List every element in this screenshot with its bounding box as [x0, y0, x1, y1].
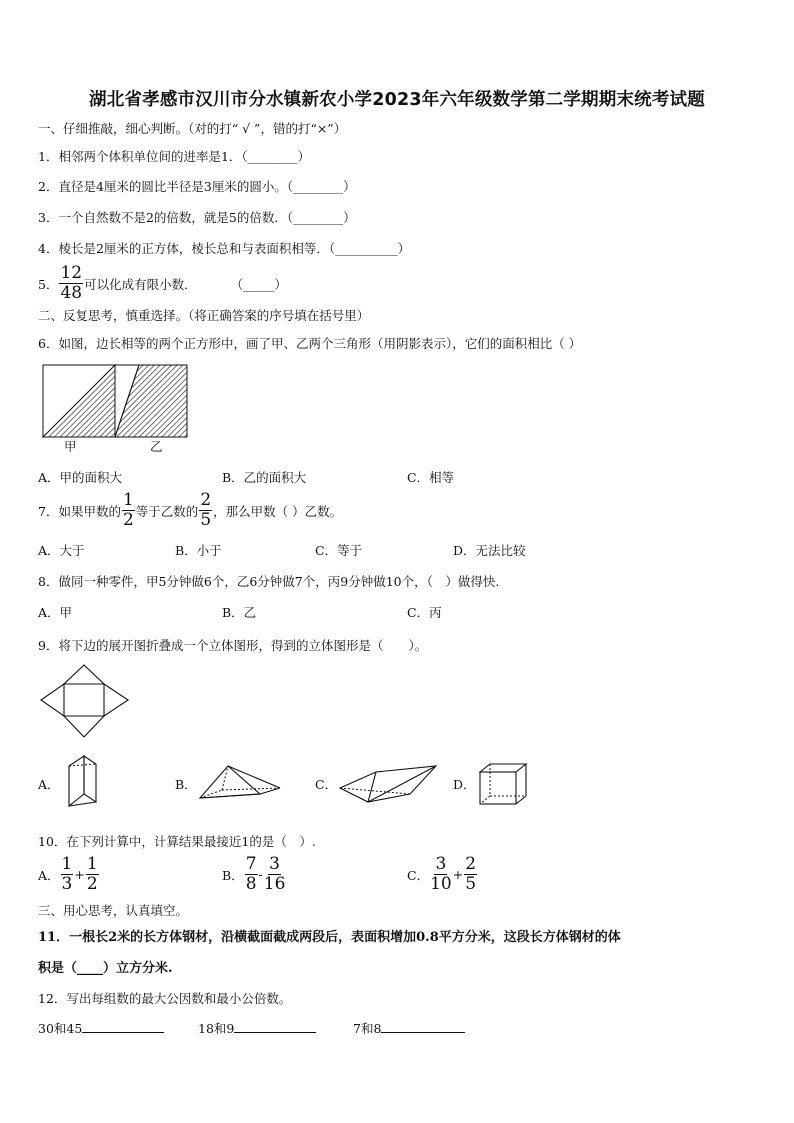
fraction-denominator: 5 — [465, 874, 477, 894]
section-1-heading: 一、仔细推敲，细心判断。（对的打“ √ ”，错的打“×”） — [38, 121, 347, 136]
question-1: 1．相邻两个体积单位间的进率是1．（________） — [38, 149, 311, 164]
question-11-line-1: 11．一根长2米的长方体钢材，沿横截面截成两段后，表面积增加0.8平方分米，这段长方体钢材的体 — [38, 930, 621, 945]
triangular-prism-icon — [64, 754, 104, 810]
question-11-line-2: 积是（____）立方分米. — [38, 961, 173, 976]
question-5 — [38, 265, 287, 302]
answer-blank — [234, 1032, 316, 1033]
q9-option-c: C． — [315, 777, 338, 792]
q8-option-c: C．丙 — [407, 605, 442, 620]
q6-option-a: A．甲的面积大 — [38, 470, 123, 485]
cube-icon — [478, 762, 530, 806]
fraction-denominator: 10 — [430, 874, 452, 894]
section-3-heading: 三、用心思考，认真填空。 — [38, 903, 189, 918]
option-label: C． — [407, 867, 430, 883]
question-4: 4．棱长是2厘米的正方体，棱长总和与表面积相等．（__________） — [38, 241, 411, 256]
option-label: B． — [222, 867, 244, 883]
q8-option-b: B．乙 — [222, 605, 257, 620]
question-2: 2．直径是4厘米的圆比半径是3厘米的圆小。（________） — [38, 179, 356, 194]
label-jia: 甲 — [64, 439, 77, 454]
fraction — [61, 856, 74, 893]
operator: + — [74, 867, 85, 882]
question-7 — [38, 492, 342, 529]
fraction-denominator: 8 — [245, 874, 257, 894]
fraction-denominator: 5 — [200, 510, 212, 530]
question-10: 10．在下列计算中，计算结果最接近1的是（ ）. — [38, 834, 316, 849]
question-9: 9．将下边的展开图折叠成一个立体图形，得到的立体图形是（ ）。 — [38, 638, 428, 653]
answer-blank — [82, 1032, 164, 1033]
q12-item-1 — [38, 1019, 164, 1037]
square-pyramid-icon — [198, 764, 282, 804]
option-label: A． — [38, 867, 60, 883]
question-12: 12．写出每组数的最大公因数和最小公倍数。 — [38, 991, 292, 1006]
triangle-yi — [115, 365, 187, 437]
page-title: 湖北省孝感市汉川市分水镇新农小学2023年六年级数学第二学期期末统考试题 — [89, 90, 705, 110]
triangle-jia — [43, 365, 115, 437]
fraction-denominator: 16 — [263, 874, 286, 894]
q7-fraction-1 — [122, 492, 135, 529]
q7-text-1: 7．如果甲数的 — [38, 503, 121, 519]
q7-option-d: D．无法比较 — [453, 543, 526, 558]
q10-option-c — [407, 856, 478, 893]
fraction-numerator: 3 — [269, 854, 280, 874]
q9-option-a: A． — [38, 777, 60, 792]
question-6: 6．如图，边长相等的两个正方形中，画了甲、乙两个三角形（用阴影表示），它们的面积相比（ ） — [38, 336, 582, 351]
fraction-numerator: 1 — [122, 490, 134, 510]
q6-option-b: B．乙的面积大 — [222, 470, 307, 485]
question-5-number: 5． — [38, 276, 59, 292]
fraction-denominator: 2 — [122, 510, 134, 530]
fraction-numerator: 7 — [245, 854, 257, 874]
question-5-fraction — [59, 265, 83, 302]
fraction-denominator: 48 — [60, 283, 83, 303]
fraction — [245, 856, 258, 893]
q7-fraction-2 — [199, 492, 212, 529]
fraction — [264, 856, 286, 893]
q9-option-b: B． — [175, 777, 197, 792]
q10-option-b — [222, 856, 286, 893]
q12-item-2 — [198, 1019, 316, 1037]
wedge-shape-icon — [338, 764, 442, 804]
operator: - — [258, 867, 263, 882]
operator: + — [452, 867, 464, 882]
fraction — [464, 856, 477, 893]
fraction-denominator: 2 — [86, 874, 98, 894]
q12-item-label: 7和8 — [353, 1021, 382, 1036]
question-5-text: 可以化成有限小数． — [84, 276, 197, 292]
q7-text-3: ，那么甲数（ ）乙数。 — [213, 503, 343, 519]
q12-item-label: 30和45 — [38, 1021, 83, 1036]
fraction-numerator: 12 — [60, 263, 83, 283]
fraction-numerator: 1 — [86, 854, 98, 874]
section-2-heading: 二、反复思考，慎重选择。（将正确答案的序号填在括号里） — [38, 308, 370, 323]
fraction — [430, 856, 452, 893]
q7-option-b: B．小于 — [175, 543, 222, 558]
q7-option-c: C．等于 — [315, 543, 363, 558]
q7-option-a: A．大于 — [38, 543, 85, 558]
question-3: 3．一个自然数不是2的倍数，就是5的倍数．（________） — [38, 210, 356, 225]
fraction-numerator: 2 — [465, 854, 477, 874]
q9-option-d: D． — [453, 777, 476, 792]
q12-item-3 — [353, 1019, 465, 1037]
question-5-blank: （_____） — [230, 276, 287, 292]
fraction-numerator: 2 — [200, 490, 212, 510]
fraction-numerator: 3 — [435, 854, 447, 874]
question-8: 8．做同一种零件，甲5分钟做6个，乙6分钟做7个，丙9分钟做10个，（ ）做得快. — [38, 574, 500, 589]
fraction-numerator: 1 — [61, 854, 73, 874]
pyramid-net-figure — [40, 664, 130, 740]
answer-blank — [381, 1032, 465, 1033]
q7-text-2: 等于乙数的 — [135, 503, 199, 519]
q8-option-a: A．甲 — [38, 605, 73, 620]
fraction — [86, 856, 99, 893]
q12-item-label: 18和9 — [198, 1021, 235, 1036]
fraction-denominator: 3 — [61, 874, 73, 894]
q6-option-c: C．相等 — [407, 470, 455, 485]
label-yi: 乙 — [150, 439, 163, 454]
q10-option-a — [38, 856, 100, 893]
